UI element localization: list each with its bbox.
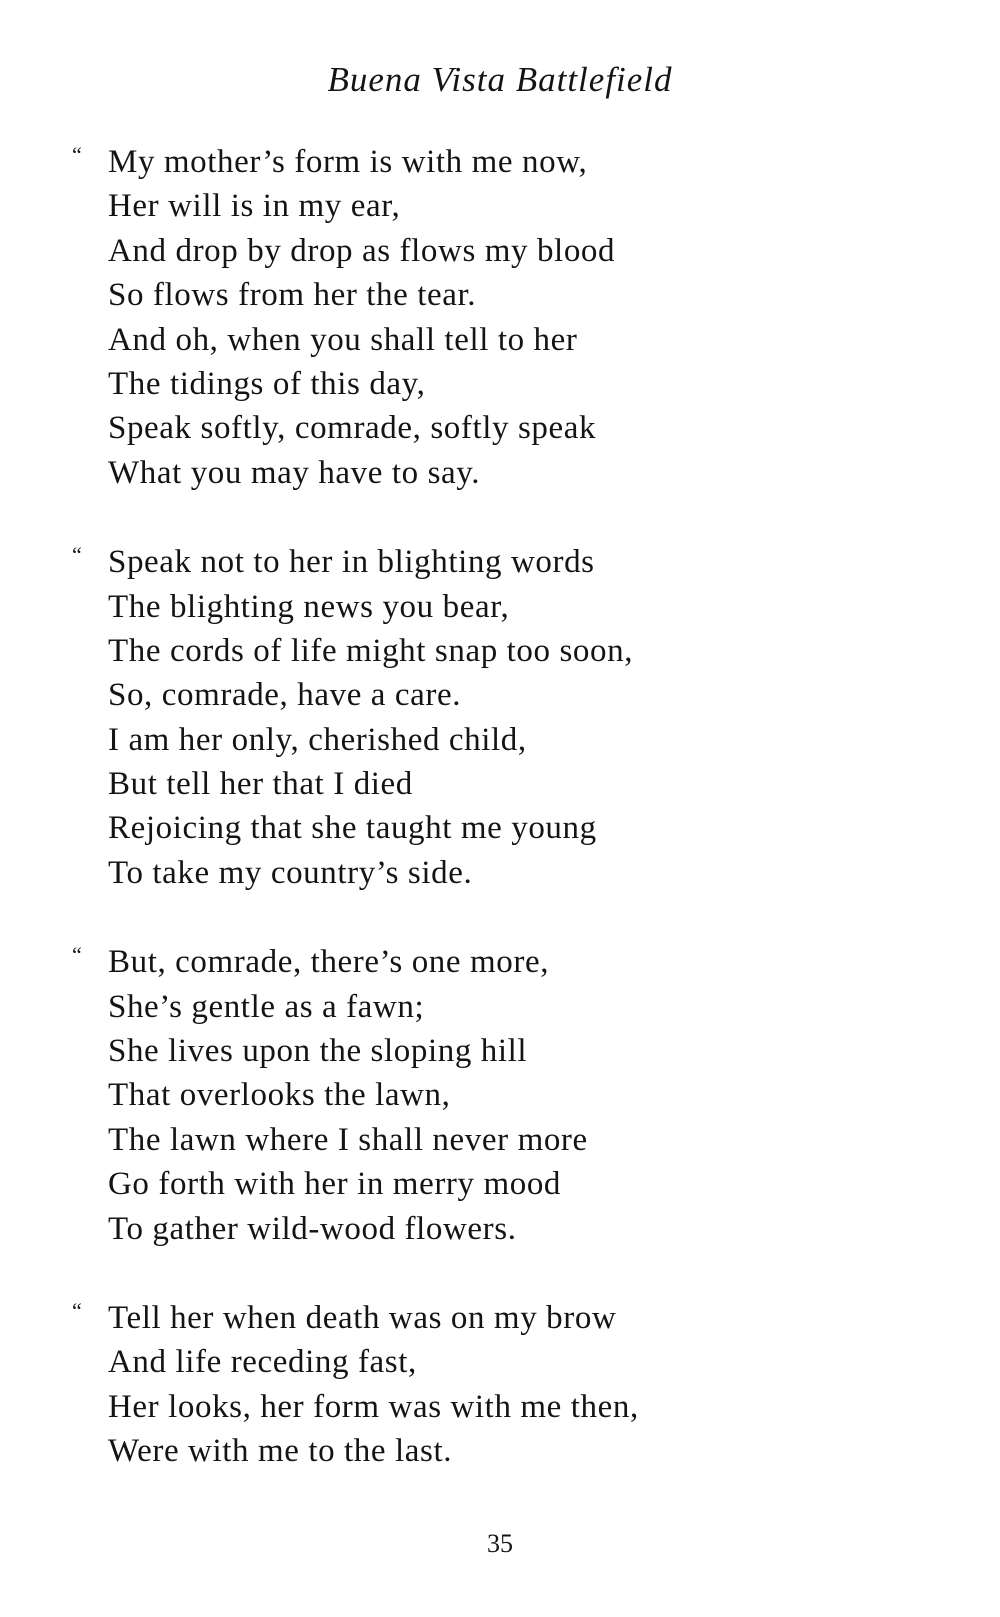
- verse-line: What you may have to say.: [108, 454, 481, 491]
- verse-line: Her will is in my ear,: [108, 188, 401, 225]
- stanza-4: [72, 1296, 952, 1474]
- verse-line: To take my country’s side.: [108, 854, 473, 891]
- verse-line: The tidings of this day,: [108, 365, 426, 402]
- verse-line: Were with me to the last.: [108, 1433, 453, 1470]
- verse-line: The lawn where I shall never more: [108, 1121, 588, 1158]
- verse-line: The blighting news you bear,: [108, 588, 510, 625]
- open-quote-mark: “: [72, 542, 82, 568]
- verse-line: To gather wild-wood flowers.: [108, 1210, 517, 1247]
- poem-body: [72, 140, 952, 1519]
- verse-line: The cords of life might snap too soon,: [108, 632, 634, 669]
- stanza-1: [72, 140, 952, 495]
- verse-line: So flows from her the tear.: [108, 277, 477, 314]
- verse-line: So, comrade, have a care.: [108, 677, 462, 714]
- verse-line: She’s gentle as a fawn;: [108, 988, 425, 1025]
- open-quote-mark: “: [72, 1297, 82, 1323]
- stanza-2: [72, 540, 952, 895]
- verse-line: And life receding fast,: [108, 1344, 417, 1381]
- open-quote-mark: “: [72, 142, 82, 167]
- stanza-3: [72, 940, 952, 1251]
- verse-line: But, comrade, there’s one more,: [108, 944, 550, 981]
- verse-line: And oh, when you shall tell to her: [108, 321, 578, 358]
- verse-line: Speak not to her in blighting words: [108, 544, 595, 581]
- verse-line: She lives upon the sloping hill: [108, 1033, 528, 1070]
- verse-line: But tell her that I died: [108, 766, 413, 803]
- open-quote-mark: “: [72, 942, 82, 968]
- verse-line: Go forth with her in merry mood: [108, 1166, 562, 1203]
- verse-line: Speak softly, comrade, softly speak: [108, 410, 597, 447]
- verse-line: Tell her when death was on my brow: [108, 1299, 617, 1336]
- page-number: 35: [487, 1529, 513, 1558]
- verse-line: That overlooks the lawn,: [108, 1077, 451, 1114]
- running-head: Buena Vista Battlefield: [327, 60, 673, 99]
- verse-line: Her looks, her form was with me then,: [108, 1388, 639, 1425]
- verse-line: My mother’s form is with me now,: [108, 144, 588, 180]
- verse-line: Rejoicing that she taught me young: [108, 810, 597, 847]
- verse-line: I am her only, cherished child,: [108, 721, 527, 758]
- verse-line: And drop by drop as flows my blood: [108, 232, 616, 269]
